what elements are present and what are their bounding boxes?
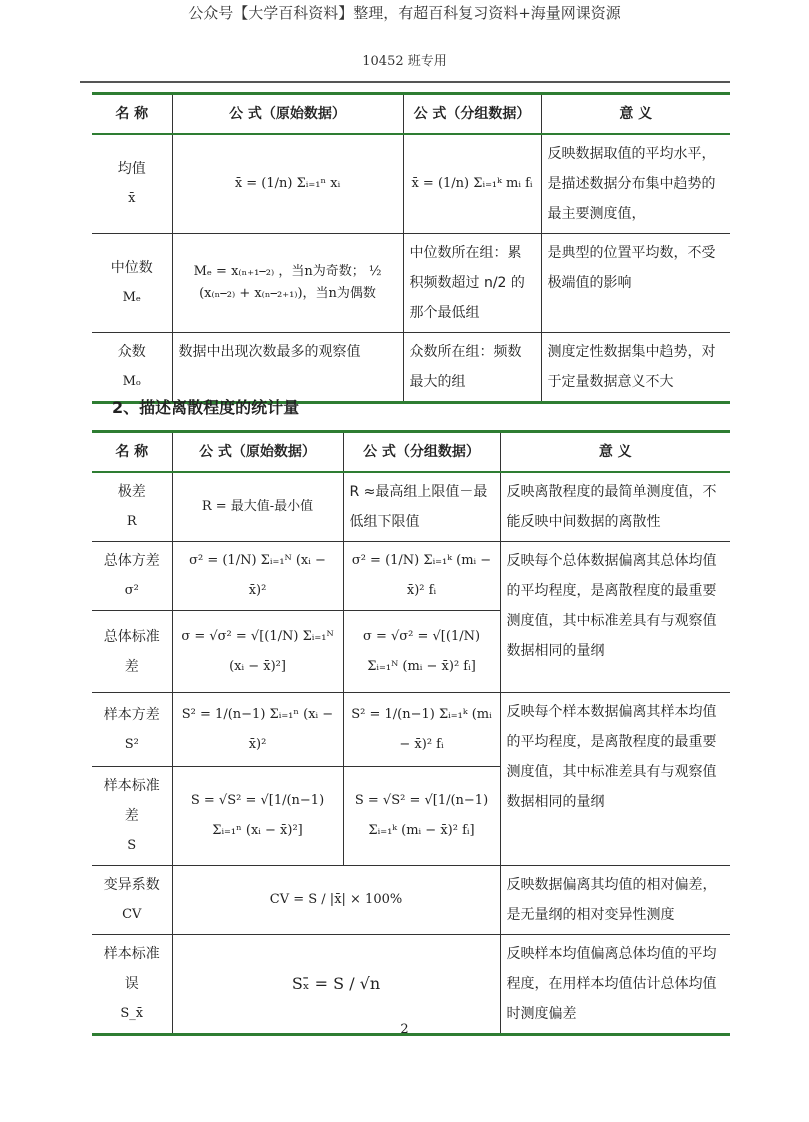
page-subtitle: 10452 班专用 bbox=[362, 54, 447, 69]
col-header: 公 式（分组数据） bbox=[403, 94, 541, 135]
symbol: CV bbox=[122, 907, 142, 922]
col-header: 意 义 bbox=[500, 432, 730, 473]
name-cell bbox=[92, 134, 172, 234]
name-cell bbox=[92, 611, 172, 693]
name-cell bbox=[92, 935, 172, 1035]
name-cell bbox=[92, 234, 172, 333]
name: 极差 bbox=[117, 484, 146, 500]
grouped-formula: x̄ = (1/n) Σᵢ₌₁ᵏ mᵢ fᵢ bbox=[403, 134, 541, 234]
meaning: 反映每个总体数据偏离其总体均值的平均程度，是离散程度的最重要测度值，其中标准差具有与观察值数据相同的量纲 bbox=[500, 542, 730, 693]
grouped-formula: σ² = (1/N) Σᵢ₌₁ᵏ (mᵢ − x̄)² fᵢ bbox=[343, 542, 500, 611]
central-tendency-table bbox=[92, 92, 730, 404]
table-header-row bbox=[92, 432, 730, 473]
name-cell bbox=[92, 472, 172, 542]
table-row bbox=[92, 542, 730, 611]
name: 样本标准差 bbox=[103, 778, 160, 824]
name-cell bbox=[92, 767, 172, 866]
symbol: S bbox=[127, 838, 137, 853]
name: 样本标准误 bbox=[103, 946, 160, 992]
table-row bbox=[92, 234, 730, 333]
meaning: 反映离散程度的最简单测度值，不能反映中间数据的离散性 bbox=[500, 472, 730, 542]
raw-formula: Mₑ = x₍ₙ₊₁⎯₂₎ ，当n为奇数； ½ (x₍ₙ⎯₂₎ + x₍ₙ⎯₂₊₁₎)，当n为偶数 bbox=[172, 234, 403, 333]
raw-formula: x̄ = (1/n) Σᵢ₌₁ⁿ xᵢ bbox=[172, 134, 403, 234]
meaning: 反映每个样本数据偏离其样本均值的平均程度，是离散程度的最重要测度值，其中标准差具有与观察值数据相同的量纲 bbox=[500, 693, 730, 866]
formula: CV = S / |x̄| × 100% bbox=[172, 866, 500, 935]
table-row bbox=[92, 333, 730, 403]
name: 总体标准差 bbox=[103, 628, 160, 675]
banner: 公众号【大学百科资料】整理，有超百科复习资料+海量网课资源 bbox=[188, 4, 621, 22]
page-number: 2 bbox=[400, 1022, 409, 1037]
raw-formula: R = 最大值-最小值 bbox=[172, 472, 343, 542]
table-row bbox=[92, 866, 730, 935]
grouped-formula: 中位数所在组：累积频数超过 n/2 的那个最低组 bbox=[403, 234, 541, 333]
table-row bbox=[92, 134, 730, 234]
col-header: 公 式（分组数据） bbox=[343, 432, 500, 473]
name: 均值 bbox=[117, 161, 146, 177]
raw-formula: S = √S² = √[1/(n−1) Σᵢ₌₁ⁿ (xᵢ − x̄)²] bbox=[172, 767, 343, 866]
symbol: Mₑ bbox=[122, 290, 141, 305]
grouped-formula: σ = √σ² = √[(1/N) Σᵢ₌₁ᴺ (mᵢ − x̄)² fᵢ] bbox=[343, 611, 500, 693]
symbol: S² bbox=[124, 736, 139, 752]
name-cell bbox=[92, 333, 172, 403]
name-cell bbox=[92, 693, 172, 767]
table-row bbox=[92, 935, 730, 1035]
table-header-row bbox=[92, 94, 730, 135]
name: 样本方差 bbox=[103, 706, 160, 723]
meaning: 反映数据偏离其均值的相对偏差，是无量纲的相对变异性测度 bbox=[500, 866, 730, 935]
col-header: 名 称 bbox=[92, 94, 172, 135]
name: 众数 bbox=[117, 344, 146, 360]
col-header: 名 称 bbox=[92, 432, 172, 473]
raw-formula: 数据中出现次数最多的观察值 bbox=[172, 333, 403, 403]
name-cell bbox=[92, 542, 172, 611]
name: 变异系数 bbox=[103, 877, 160, 893]
raw-formula: S² = 1/(n−1) Σᵢ₌₁ⁿ (xᵢ − x̄)² bbox=[172, 693, 343, 767]
symbol: x̄ bbox=[128, 191, 136, 206]
symbol: Mₒ bbox=[122, 374, 141, 389]
raw-formula: σ² = (1/N) Σᵢ₌₁ᴺ (xᵢ − x̄)² bbox=[172, 542, 343, 611]
col-header: 公 式（原始数据） bbox=[172, 432, 343, 473]
meaning: 反映数据取值的平均水平，是描述数据分布集中趋势的最主要测度值， bbox=[541, 134, 730, 234]
symbol: σ² bbox=[124, 583, 139, 598]
symbol: R bbox=[126, 514, 137, 529]
grouped-formula: 众数所在组：频数最大的组 bbox=[403, 333, 541, 403]
grouped-formula: S² = 1/(n−1) Σᵢ₌₁ᵏ (mᵢ − x̄)² fᵢ bbox=[343, 693, 500, 767]
meaning: 是典型的位置平均数，不受极端值的影响 bbox=[541, 234, 730, 333]
meaning: 测度定性数据集中趋势，对于定量数据意义不大 bbox=[541, 333, 730, 403]
table-row bbox=[92, 693, 730, 767]
grouped-formula: R ≈最高组上限值－最低组下限值 bbox=[343, 472, 500, 542]
section-title: 2、描述离散程度的统计量 bbox=[112, 398, 300, 417]
symbol: S_x̄ bbox=[120, 1006, 144, 1021]
header-rule bbox=[80, 81, 730, 83]
table-row bbox=[92, 472, 730, 542]
name-cell bbox=[92, 866, 172, 935]
grouped-formula: S = √S² = √[1/(n−1) Σᵢ₌₁ᵏ (mᵢ − x̄)² fᵢ] bbox=[343, 767, 500, 866]
meaning: 反映样本均值偏离总体均值的平均程度，在用样本均值估计总体均值时测度偏差 bbox=[500, 935, 730, 1035]
dispersion-table bbox=[92, 430, 730, 1036]
col-header: 公 式（原始数据） bbox=[172, 94, 403, 135]
col-header: 意 义 bbox=[541, 94, 730, 135]
name: 总体方差 bbox=[103, 553, 160, 569]
formula: Sₓ̄ = S / √n bbox=[172, 935, 500, 1035]
raw-formula: σ = √σ² = √[(1/N) Σᵢ₌₁ᴺ (xᵢ − x̄)²] bbox=[172, 611, 343, 693]
name: 中位数 bbox=[110, 260, 153, 276]
